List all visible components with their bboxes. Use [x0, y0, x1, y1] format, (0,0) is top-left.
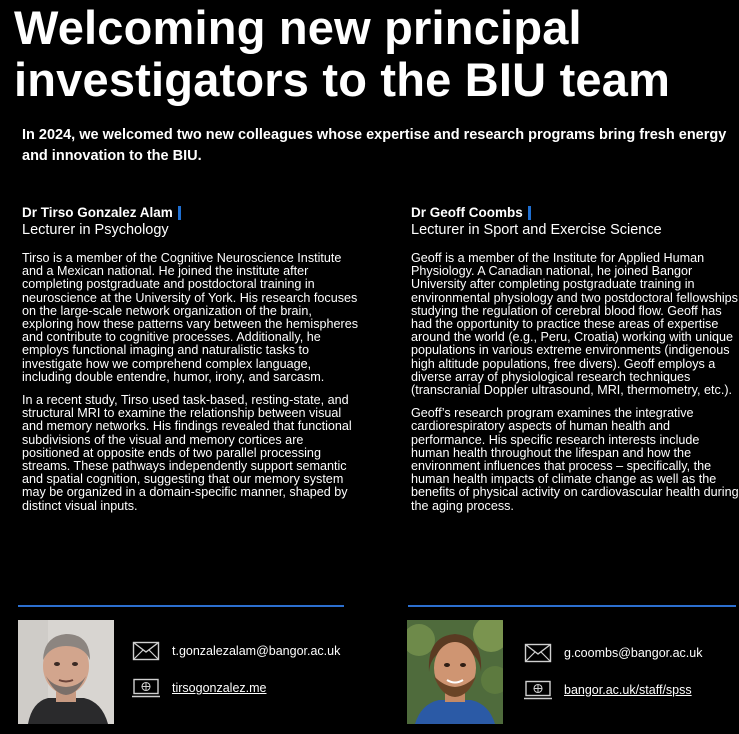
profile-role: Lecturer in Sport and Exercise Science [411, 222, 662, 238]
contact-website-geoff [524, 680, 692, 700]
profile-role: Lecturer in Psychology [22, 222, 169, 238]
profile-name [411, 204, 739, 221]
profile-bio-paragraph-2: In a recent study, Tirso used task-based, resting-state, and structural MRI to examine the relationship between visual and memory networks. His findings revealed that functional subdivisions of the visual and memory cortices are positioned at opposite ends of two parallel processing streams. These pathways independently support semantic and spatial cognition, suggesting that our memory system may be organized in a domain-specific manner, shaped by distinct visual inputs. [22, 393, 352, 513]
website-link[interactable]: bangor.ac.uk/staff/spss [564, 683, 692, 697]
profile-name-text: Dr Geoff Coombs [411, 205, 523, 220]
section-divider-left [18, 605, 344, 607]
profile-bio-paragraph-2: Geoff’s research program examines the integrative cardiorespiratory aspects of human health and performance. His specific research interests include human health throughout the lifespan and how the environment influences that process – specifically, the human health impacts of climate change as well as the benefits of physical activity on cardiovascular health during the aging process. [411, 406, 739, 513]
profile-tirso [22, 204, 362, 523]
avatar-geoff [407, 620, 503, 724]
contact-email-tirso [132, 641, 340, 661]
profile-name [22, 204, 362, 221]
profile-geoff [411, 204, 739, 523]
profile-bio-paragraph-1: Geoff is a member of the Institute for Applied Human Physiology. A Canadian national, he joined Bangor University after completing postgraduate training in environmental physiology and two postdoctoral fellowships studying the regulation of cerebral blood flow. Geoff has had the opportunity to practice these areas of expertise around the world (e.g., Peru, Croatia) working with unique populations in various extreme environments (indigenous high altitude populations, free divers). Geoff employs a diverse array of physiological research techniques (transcranial Doppler ultrasound, MRI, thermometry, etc.). [411, 251, 738, 398]
contact-email-geoff [524, 643, 702, 663]
profile-bio-paragraph-1: Tirso is a member of the Cognitive Neuroscience Institute and a Mexican national. He joined the institute after completing postgraduate and postdoctoral training in neuroscience at the University of York. His research focuses on the large-scale network organization of the brain, exploring how these patterns vary between the hemispheres and contribute to cognitive processes. Additionally, he employs functional imaging and naturalistic tasks to investigate how we comprehend complex language, including double entendre, humor, irony, and sarcasm. [22, 251, 359, 384]
page-subtitle: In 2024, we welcomed two new colleagues whose expertise and research programs bring fresh energy and innovation to the BIU. [22, 127, 727, 164]
browser-window-icon [132, 678, 160, 698]
envelope-icon [524, 643, 552, 663]
section-divider-right [408, 605, 736, 607]
page-title: Welcoming new principal investigators to the BIU team [14, 1, 671, 106]
profile-name-text: Dr Tirso Gonzalez Alam [22, 205, 173, 220]
name-accent-bar [528, 206, 531, 220]
name-accent-bar [178, 206, 181, 220]
browser-window-icon [524, 680, 552, 700]
email-text[interactable]: g.coombs@bangor.ac.uk [564, 646, 703, 660]
avatar-tirso [18, 620, 114, 724]
envelope-icon [132, 641, 160, 661]
contact-website-tirso [132, 678, 267, 698]
email-text[interactable]: t.gonzalezalam@bangor.ac.uk [172, 644, 341, 658]
website-link[interactable]: tirsogonzalez.me [172, 681, 267, 695]
